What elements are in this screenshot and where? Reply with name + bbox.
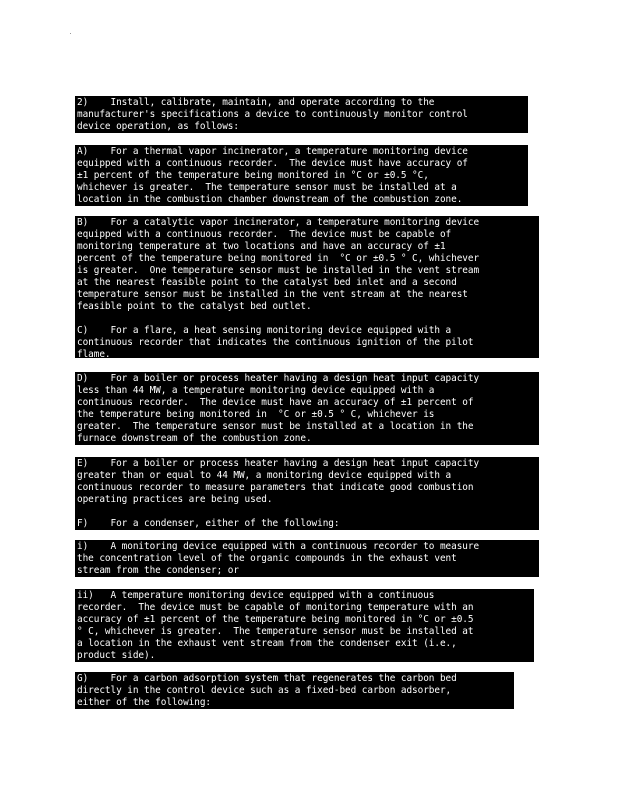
paragraph-b-c-catalytic-flare: B) For a catalytic vapor incinerator, a temperature monitoring device equipped with a continuous recorder. The device must be capable of monitoring temperature at two locations and have an accuracy of ±1 percent of the temperature being monitored in °C or ±0.5 ° C, whichever is greater. One temperature sensor must be installed in the vent stream at the nearest feasible point to the catalyst bed inlet and a second temperature sensor must be installed in the vent stream at the nearest feasible point to the catalyst bed outlet. C) For a flare, a heat sensing monitoring device equipped with a continuous recorder that indicates the continuous ignition of the pilot flame. [75, 216, 539, 358]
paragraph-d-boiler-under-44mw: D) For a boiler or process heater having a design heat input capacity less than 44 MW, a temperature monitoring device equipped with a continuous recorder. The device must have an accuracy of ±1 percent of the temperature being monitored in °C or ±0.5 ° C, whichever is greater. The temperature sensor must be installed at a location in the furnace downstream of the combustion zone. [75, 372, 539, 445]
scan-speck [70, 33, 71, 34]
paragraph-ii-temperature-monitor: ii) A temperature monitoring device equipped with a continuous recorder. The device must be capable of monitoring temperature with an accuracy of ±1 percent of the temperature being monitored in °C or ±0.5 ° C, whichever is greater. The temperature sensor must be installed at a location in the exhaust vent stream from the condenser exit (i.e., product side). [75, 589, 534, 662]
paragraph-a-thermal-incinerator: A) For a thermal vapor incinerator, a temperature monitoring device equipped with a continuous recorder. The device must have accuracy of ±1 percent of the temperature being monitored in °C or ±0.5 °C, whichever is greater. The temperature sensor must be installed at a location in the combustion chamber downstream of the combustion zone. [75, 145, 528, 206]
paragraph-i-concentration-monitor: i) A monitoring device equipped with a continuous recorder to measure the concentration level of the organic compounds in the exhaust vent stream from the condenser; or [75, 540, 539, 577]
paragraph-g-carbon-adsorption: G) For a carbon adsorption system that regenerates the carbon bed directly in the control device such as a fixed-bed carbon adsorber, either of the following: [75, 672, 514, 709]
paragraph-e-f-boiler-condenser: E) For a boiler or process heater having a design heat input capacity greater than or equal to 44 MW, a monitoring device equipped with a continuous recorder to measure parameters that indicate good combustion operating practices are being used. F) For a condenser, either of the following: [75, 457, 539, 530]
paragraph-2-install-monitor: 2) Install, calibrate, maintain, and operate according to the manufacturer's specifications a device to continuously monitor control device operation, as follows: [75, 96, 528, 133]
